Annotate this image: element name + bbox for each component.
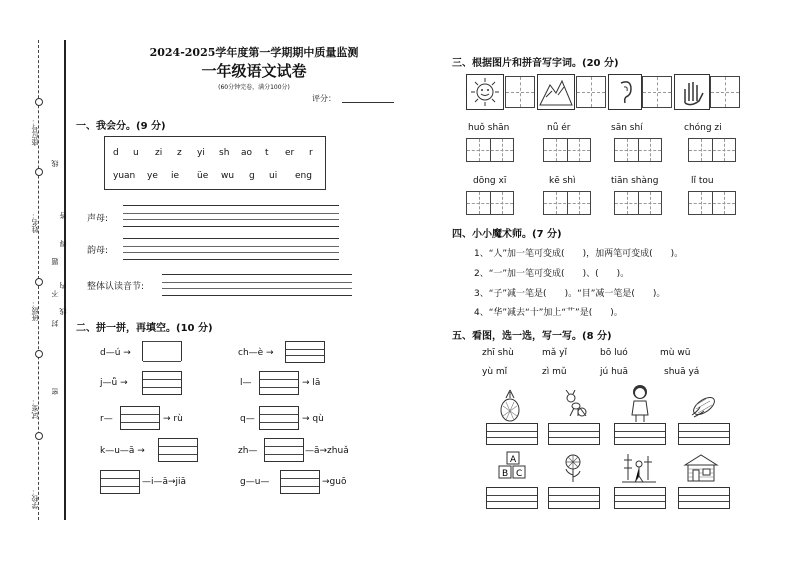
choice-pinyin: mǎ yǐ [542, 348, 567, 358]
zhengti-label: 整体认读音节: [87, 282, 145, 292]
answer-box[interactable] [264, 438, 304, 462]
shengmu-label: 声母: [87, 214, 109, 224]
choice-pinyin: yù mǐ [482, 367, 508, 377]
svg-text:B: B [502, 469, 509, 479]
pinyin-item: yi [197, 148, 205, 158]
wooden-house-picture [683, 453, 719, 487]
answer-box[interactable] [100, 470, 140, 494]
write-box[interactable] [614, 423, 666, 445]
write-box[interactable] [678, 487, 730, 509]
pinyin-item: ao [241, 148, 253, 158]
seal-text: 线 [59, 308, 67, 315]
word-grid[interactable] [614, 191, 662, 215]
zhengti-writing-lines[interactable] [162, 274, 352, 296]
choice-pinyin: zhī shù [482, 348, 514, 358]
choice-pinyin: mù wū [660, 348, 691, 358]
spell-prompt: l— [240, 378, 252, 388]
word-grid[interactable] [543, 191, 591, 215]
seal-text: 题 [51, 258, 59, 265]
pinyin-label: sān shí [611, 123, 643, 133]
pinyin-item: üe [197, 171, 209, 181]
write-box[interactable] [548, 423, 600, 445]
pinyin-box [104, 136, 326, 190]
answer-box[interactable] [259, 406, 299, 430]
pinyin-item: sh [219, 148, 230, 158]
pinyin-item: g [249, 171, 255, 181]
binding-hole [35, 432, 43, 440]
pinyin-item: wu [221, 171, 235, 181]
score-field[interactable] [342, 102, 394, 103]
spell-prompt: r— [100, 414, 113, 424]
corn-picture [688, 393, 718, 423]
name-label: 姓名： [31, 212, 39, 233]
binding-hole [35, 168, 43, 176]
pinyin-item: z [177, 148, 182, 158]
spell-result: —ā→zhuǎ [305, 446, 349, 456]
word-grid[interactable] [688, 191, 736, 215]
seat-label: 座位号： [31, 118, 39, 146]
seal-text: 封 [51, 320, 59, 327]
char-grid[interactable] [505, 76, 535, 108]
pinyin-label: chóng zi [684, 123, 722, 133]
school-label: 学校： [31, 488, 39, 509]
write-box[interactable] [548, 487, 600, 509]
pinyin-label: lǐ tou [691, 176, 714, 186]
pinyin-item: ye [147, 171, 158, 181]
seal-text: 线 [51, 160, 59, 167]
pinyin-item: eng [295, 171, 312, 181]
answer-box[interactable] [142, 371, 182, 395]
char-grid[interactable] [576, 76, 606, 108]
binding-hole [35, 350, 43, 358]
pinyin-label: huǒ shān [468, 123, 510, 133]
word-grid[interactable] [466, 191, 514, 215]
pinyin-item: yuan [113, 171, 136, 181]
word-grid[interactable] [614, 138, 662, 162]
chrysanthemum-picture [560, 453, 586, 487]
pinyin-item: er [285, 148, 295, 158]
magic-question: 4、“华”减去“十”加上“艹”是( )。 [474, 308, 623, 318]
svg-text:A: A [510, 455, 517, 465]
exam-subtitle: 一年级语文试卷 [201, 62, 307, 80]
choice-pinyin: jú huā [600, 367, 628, 377]
answer-box[interactable] [280, 470, 320, 494]
exam-note: (60分钟完卷，满分100分) [218, 84, 290, 91]
room-label: 试室： [31, 398, 39, 419]
spell-result: → rù [163, 414, 183, 424]
ant-picture [562, 390, 588, 422]
spell-result: —i—ā→jiā [142, 477, 187, 487]
magic-question: 2、“一”加一笔可变成( )、( )。 [474, 269, 630, 279]
spell-prompt: d—ú → [100, 348, 131, 358]
spell-prompt: ch—è → [238, 348, 274, 358]
spell-prompt: j—ǚ → [100, 378, 128, 388]
pinyin-label: dōng xī [473, 176, 507, 186]
seal-text: 答 [59, 212, 67, 219]
spell-prompt: zh— [238, 446, 258, 456]
mountain-picture [537, 74, 575, 110]
abc-blocks-picture [497, 450, 529, 488]
girl-picture [628, 383, 652, 427]
pinyin-item: u [133, 148, 139, 158]
magic-question: 3、“子”减一笔是( )。“目”减一笔是( )。 [474, 289, 666, 299]
svg-text:C: C [516, 469, 523, 479]
word-grid[interactable] [688, 138, 736, 162]
answer-box[interactable] [285, 341, 325, 363]
pinyin-item: ui [269, 171, 278, 181]
choice-pinyin: zì mǔ [542, 367, 567, 377]
spell-prompt: k—u—ā → [100, 446, 145, 456]
char-grid[interactable] [710, 76, 740, 108]
spell-result: → qù [302, 414, 324, 424]
pinyin-item: t [265, 148, 269, 158]
char-grid[interactable] [642, 76, 672, 108]
answer-box[interactable] [120, 406, 160, 430]
pinyin-label: kē shì [549, 176, 576, 186]
tree-planting-picture [622, 450, 656, 488]
margin-line-inner [64, 40, 66, 520]
seal-text: 不 [51, 290, 59, 297]
ear-picture [608, 74, 642, 110]
answer-box[interactable] [142, 341, 182, 361]
answer-box[interactable] [259, 371, 299, 395]
binding-hole [35, 98, 43, 106]
yunmu-label: 韵母: [87, 246, 109, 256]
word-grid[interactable] [543, 138, 591, 162]
pineapple-picture [498, 388, 522, 426]
spell-result: → lā [302, 378, 321, 388]
binding-hole [35, 278, 43, 286]
choice-pinyin: bō luó [600, 348, 628, 358]
sun-picture [466, 74, 504, 110]
score-label: 评分： [312, 94, 336, 103]
spell-result: →guō [322, 477, 347, 487]
word-grid[interactable] [466, 138, 514, 162]
write-box[interactable] [614, 487, 666, 509]
seal-text: 得 [59, 240, 67, 247]
seal-text: 密 [51, 388, 59, 395]
pinyin-label: nǚ ér [547, 123, 571, 133]
class-label: 班级： [31, 300, 39, 321]
section4-title: 四、小小魔术师。(7 分) [452, 229, 562, 240]
pinyin-label: tiān shàng [611, 176, 659, 186]
write-box[interactable] [486, 423, 538, 445]
yunmu-writing-lines[interactable] [123, 238, 339, 260]
section3-title: 三、根据图片和拼音写字词。(20 分) [452, 58, 619, 69]
spell-prompt: g—u— [240, 477, 270, 487]
pinyin-item: d [113, 148, 119, 158]
section5-title: 五、看图，选一选，写一写。(8 分) [452, 331, 612, 342]
shengmu-writing-lines[interactable] [123, 205, 339, 227]
section2-title: 二、拼一拼，再填空。(10 分) [76, 323, 213, 334]
write-box[interactable] [486, 487, 538, 509]
spell-prompt: q— [240, 414, 255, 424]
answer-box[interactable] [158, 438, 198, 462]
choice-pinyin: shuā yá [664, 367, 700, 377]
pinyin-item: ie [171, 171, 180, 181]
section1-title: 一、我会分。(9 分) [76, 121, 166, 132]
pinyin-item: r [309, 148, 313, 158]
magic-question: 1、“人”加一笔可变成( )，加两笔可变成( )。 [474, 249, 684, 259]
exam-title: 2024-2025学年度第一学期期中质量监测 [149, 46, 359, 59]
write-box[interactable] [678, 423, 730, 445]
hand-picture [674, 74, 710, 110]
pinyin-item: zi [155, 148, 163, 158]
seal-text: 内 [59, 282, 67, 289]
